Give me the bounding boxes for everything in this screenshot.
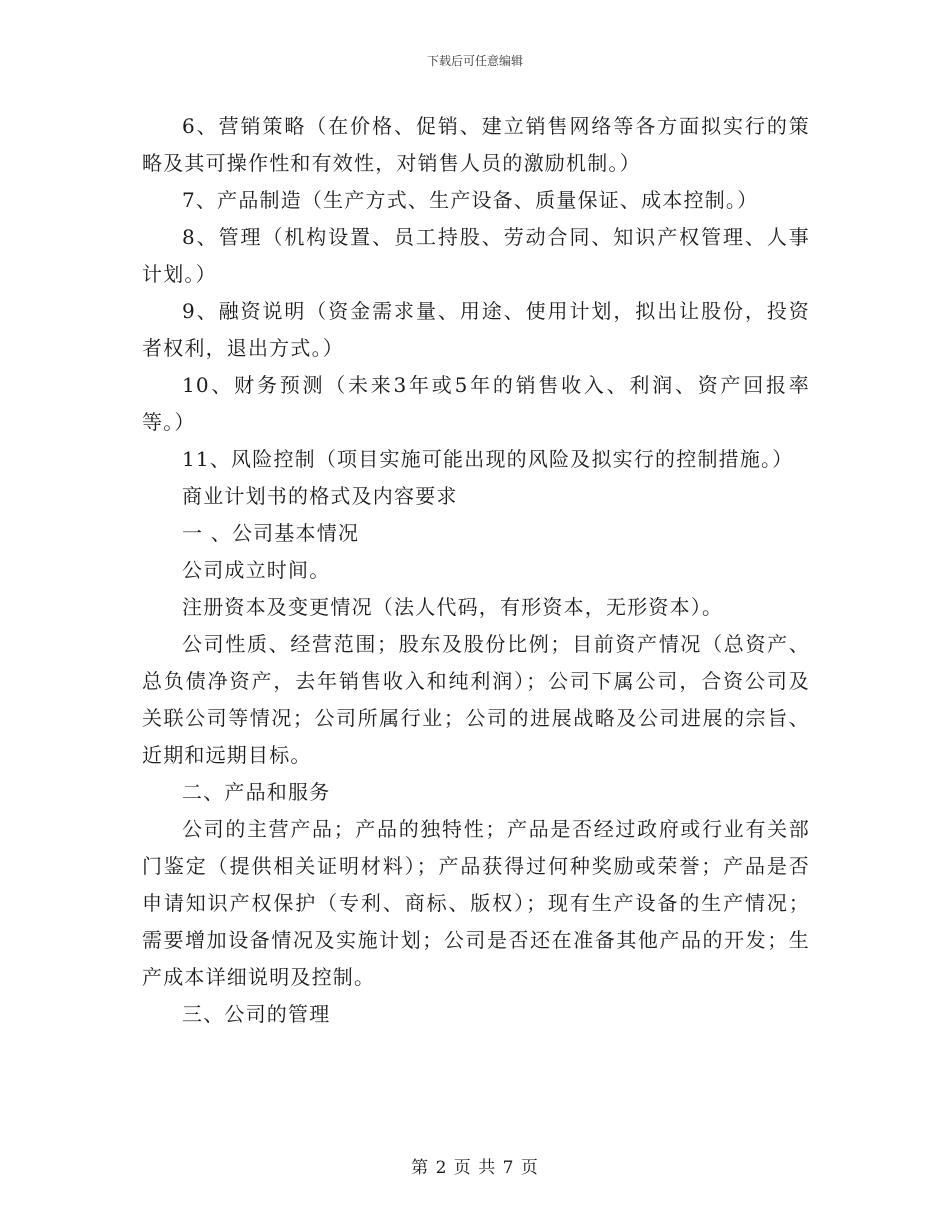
document-body [142,108,810,1033]
paragraph-management: 8、管理（机构设置、员工持股、劳动合同、知识产权管理、人事计划。） [142,225,810,286]
section-heading-company-info: 一 、公司基本情况 [182,521,360,545]
paragraph-marketing-strategy: 6、营销策略（在价格、促销、建立销售网络等各方面拟实行的策略及其可操作性和有效性，对销售人员的激励机制。） [142,114,810,175]
paragraph-risk-control: 11、风险控制（项目实施可能出现的风险及拟实行的控制措施。） [182,447,794,471]
paragraph-registered-capital: 注册资本及变更情况（法人代码，有形资本，无形资本）。 [182,595,724,619]
section-title-format: 商业计划书的格式及内容要求 [182,484,458,508]
paragraph-products-detail: 公司的主营产品；产品的独特性；产品是否经过政府或行业有关部门鉴定（提供相关证明材料）；产品获得过何种奖励或荣誉；产品是否申请知识产权保护（专利、商标、版权）；现有生产设备的生产情况；需要增加设备情况及实施计划；公司是否还在准备其他产品的开发；生产成本详细说明及控制。 [142,817,810,989]
paragraph-company-nature: 公司性质、经营范围；股东及股份比例；目前资产情况（总资产、总负债净资产，去年销售收入和纯利润）；公司下属公司，合资公司及关联公司等情况；公司所属行业；公司的进展战略及公司进展的宗旨、近期和远期目标。 [142,632,810,767]
page-footer: 第 2 页 共 7 页 [411,1158,539,1178]
page-header: 下载后可任意编辑 [426,54,523,68]
section-heading-products: 二、产品和服务 [182,780,331,804]
paragraph-financial-forecast: 10、财务预测（未来3年或5年的销售收入、利润、资产回报率等。） [142,373,810,434]
paragraph-product-manufacturing: 7、产品制造（生产方式、生产设备、质量保证、成本控制。） [182,188,759,212]
paragraph-founding-date: 公司成立时间。 [182,558,331,582]
paragraph-financing: 9、融资说明（资金需求量、用途、使用计划，拟出让股份，投资者权利，退出方式。） [142,299,810,360]
section-heading-management: 三、公司的管理 [182,1002,331,1026]
